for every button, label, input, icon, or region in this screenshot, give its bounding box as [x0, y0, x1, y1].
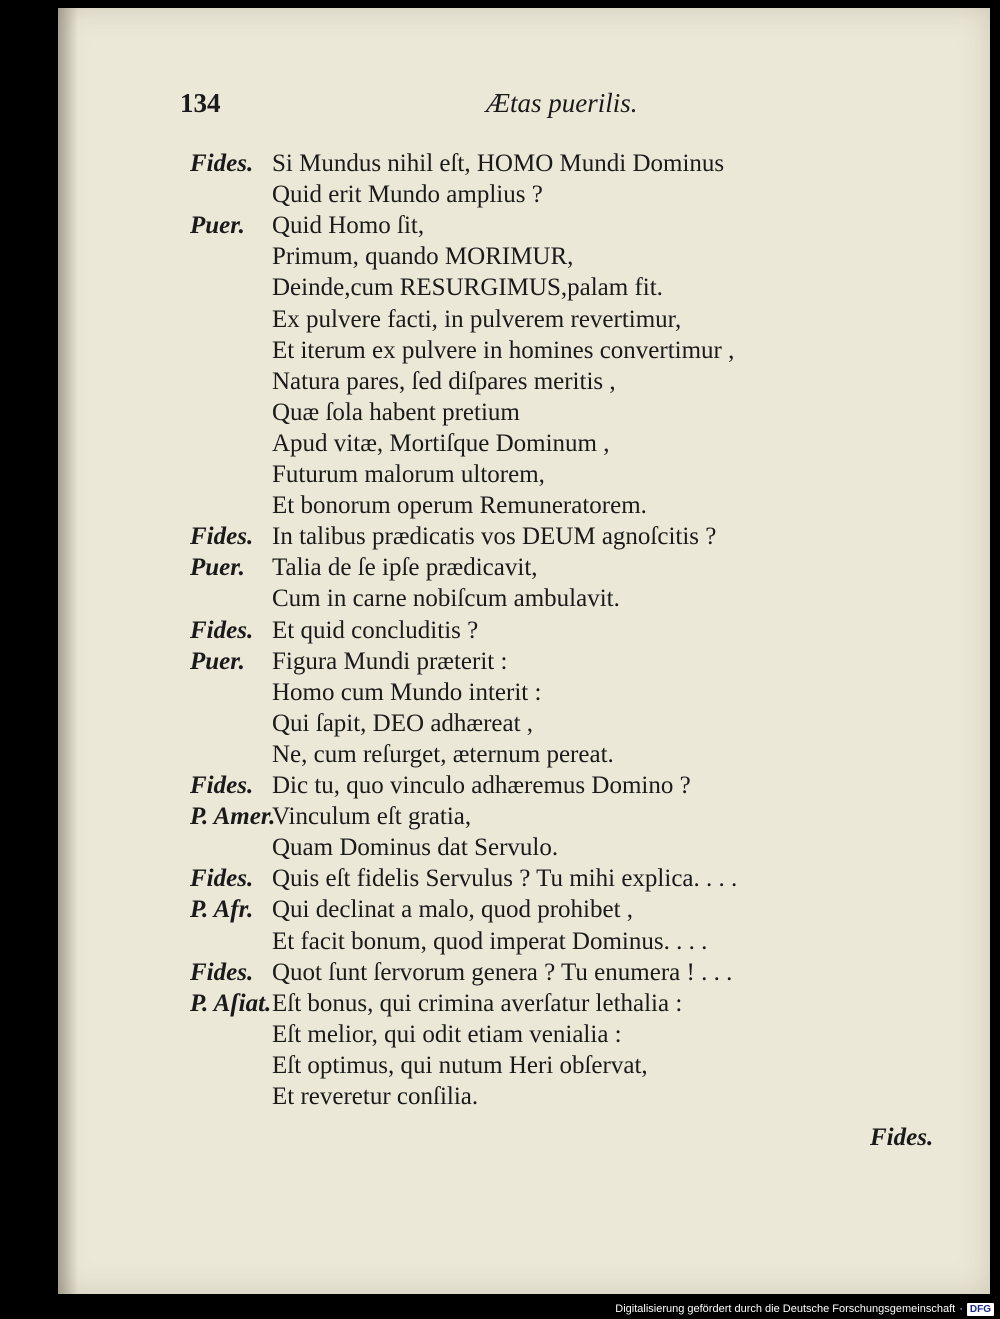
line-text: Homo cum Mundo interit :: [272, 678, 542, 706]
speaker-label: Puer.: [190, 212, 245, 240]
line-text: Eſt optimus, qui nutum Heri obſervat,: [272, 1051, 648, 1079]
line-text: Qui declinat a malo, quod prohibet ,: [272, 896, 634, 924]
line-text: Et iterum ex pulvere in homines convertimur ,: [272, 336, 735, 364]
line-text: Eſt bonus, qui crimina averſatur lethalia :: [272, 989, 683, 1017]
speaker-label: Fides.: [190, 150, 254, 177]
page-number: 134: [180, 88, 221, 118]
line-text: Et quid concluditis ?: [272, 616, 479, 644]
line-text: Quæ ſola habent pretium: [272, 398, 520, 426]
catchword: Fides.: [870, 1124, 934, 1151]
line-text: Si Mundus nihil eſt, HOMO Mundi Dominus: [272, 150, 725, 177]
line-text: Et facit bonum, quod imperat Dominus. . . .: [272, 927, 708, 955]
line-text: Primum, quando MORIMUR,: [272, 243, 574, 271]
digitization-credit: [615, 1300, 994, 1318]
speaker-label: Fides.: [190, 865, 254, 893]
line-text: Quid erit Mundo amplius ?: [272, 181, 543, 209]
dfg-logo: DFG: [967, 1303, 994, 1316]
speaker-label: Puer.: [190, 554, 245, 582]
line-text: In talibus prædicatis vos DEUM agnoſcitis ?: [272, 523, 717, 551]
gutter-shadow: [58, 8, 78, 1294]
speaker-label: P. Aſiat.: [190, 989, 272, 1017]
speaker-label: Puer.: [190, 647, 245, 675]
line-text: Quam Dominus dat Servulo.: [272, 834, 559, 862]
line-text: Et reveretur conſilia.: [272, 1083, 479, 1110]
line-text: Futurum malorum ultorem,: [272, 461, 545, 488]
book-page: [58, 8, 990, 1294]
line-text: Talia de ſe ipſe prædicavit,: [272, 554, 538, 582]
line-text: Natura pares, ſed diſpares meritis ,: [272, 367, 616, 395]
speaker-label: P. Afr.: [190, 896, 254, 924]
line-text: Quot ſunt ſervorum genera ? Tu enumera ! . . .: [272, 958, 733, 986]
line-text: Vinculum eſt gratia,: [272, 803, 472, 831]
speaker-label: Fides.: [190, 523, 254, 551]
running-head: Ætas puerilis.: [486, 88, 638, 118]
line-text: Ne, cum reſurget, æternum pereat.: [272, 740, 614, 768]
speaker-label: Fides.: [190, 616, 254, 644]
separator: ·: [959, 1303, 963, 1315]
speaker-label: Fides.: [190, 772, 254, 799]
line-text: Ex pulvere facti, in pulverem revertimur,: [272, 305, 682, 333]
speaker-label: Fides.: [190, 958, 254, 986]
line-text: Eſt melior, qui odit etiam venialia :: [272, 1020, 622, 1048]
speaker-label: P. Amer.: [190, 803, 276, 831]
line-text: Quid Homo ſit,: [272, 212, 425, 240]
line-text: Deinde,cum RESURGIMUS,palam fit.: [272, 274, 663, 302]
line-text: Et bonorum operum Remuneratorem.: [272, 492, 647, 520]
line-text: Apud vitæ, Mortiſque Dominum ,: [272, 429, 610, 457]
line-text: Quis eſt fidelis Servulus ? Tu mihi explica. . . .: [272, 865, 738, 893]
credit-text: Digitalisierung gefördert durch die Deutsche Forschungsgemeinschaft: [615, 1303, 956, 1315]
line-text: Qui ſapit, DEO adhæreat ,: [272, 709, 534, 737]
line-text: Cum in carne nobiſcum ambulavit.: [272, 585, 620, 613]
line-text: Dic tu, quo vinculo adhæremus Domino ?: [272, 772, 691, 799]
line-text: Figura Mundi præterit :: [272, 647, 508, 675]
